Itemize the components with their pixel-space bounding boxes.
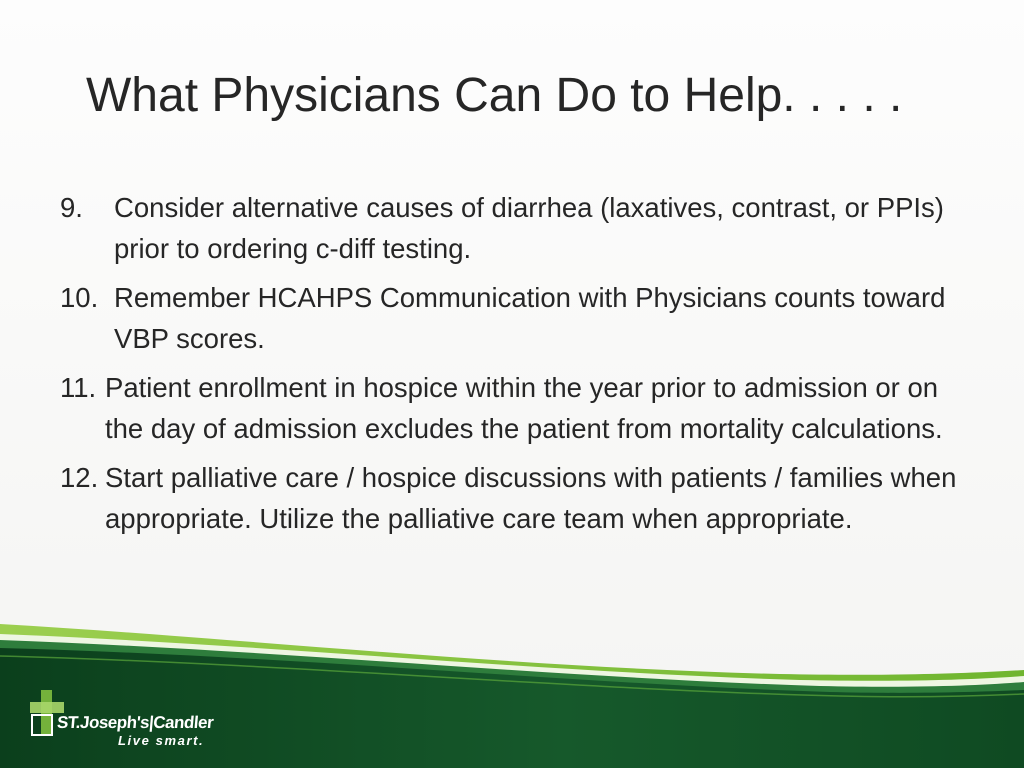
logo-tagline: Live smart. [118,733,205,748]
list-item-12 [60,457,960,539]
logo-wordmark: ST.Joseph's|Candler [56,713,215,732]
list-item-11 [60,367,960,449]
item-number: 11. [60,372,97,403]
item-number: 10. [60,282,99,313]
item-number: 9. [60,192,83,223]
item-text: Remember HCAHPS Communication with Physicians counts toward VBP scores. [114,282,946,354]
slide-title: What Physicians Can Do to Help. . . . . [86,69,903,122]
numbered-list [60,187,960,539]
item-number: 12. [60,462,99,493]
item-text: Start palliative care / hospice discussions with patients / families when appropriate. Utilize the palliative care team when appropriate. [105,462,957,534]
item-text: Consider alternative causes of diarrhea (laxatives, contrast, or PPIs) prior to ordering c-diff testing. [114,192,944,264]
item-text: Patient enrollment in hospice within the year prior to admission or on the day of admission excludes the patient from mortality calculations. [105,372,943,444]
list-item-9 [60,187,960,269]
list-item-10 [60,277,960,359]
